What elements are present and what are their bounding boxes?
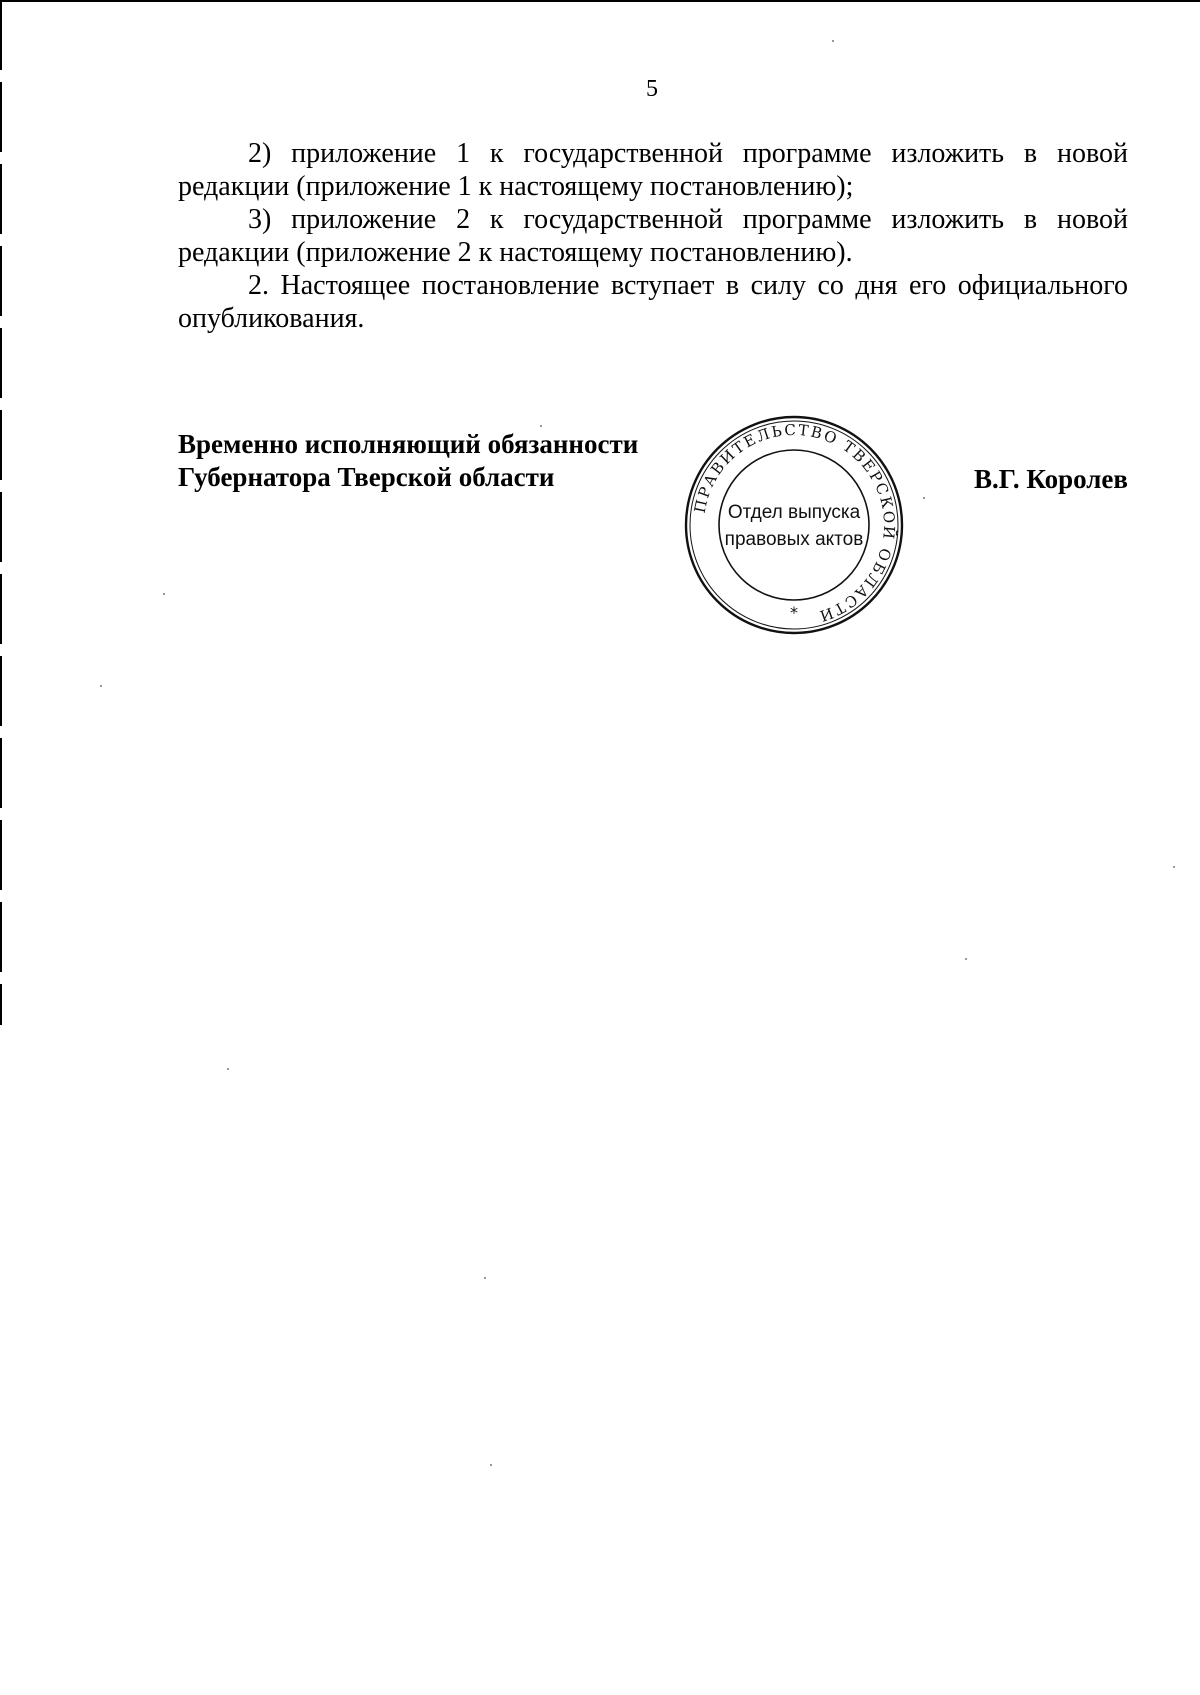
scan-speck — [227, 1068, 229, 1070]
paragraph-effective-date: 2. Настоящее постановление вступает в силу со дня его официального опубликования. — [178, 270, 1128, 334]
scan-speck — [163, 593, 165, 595]
scan-speck — [490, 1464, 492, 1466]
signatory-position-line-2: Губернатора Тверской области — [178, 462, 555, 492]
seal-center-line-2: правовых актов — [724, 529, 864, 550]
scan-speck — [540, 425, 542, 427]
paragraph-item-3: 3) приложение 2 к государственной программе изложить в новой редакции (приложение 2 к настоящему постановлению). — [178, 204, 1128, 268]
paragraph-item-2: 2) приложение 1 к государственной программе изложить в новой редакции (приложение 1 к настоящему постановлению); — [178, 138, 1128, 202]
scan-speck — [965, 958, 967, 960]
scan-speck — [1173, 866, 1175, 868]
seal-graphic — [682, 413, 906, 637]
scan-frame-top-line — [0, 0, 1200, 2]
seal-star: * — [790, 603, 798, 622]
page-number: 5 — [646, 76, 658, 102]
seal-ring-text: ПРАВИТЕЛЬСТВО ТВЕРСКОЙ ОБЛАСТИ — [690, 420, 899, 626]
scan-speck — [832, 40, 834, 42]
scan-speck — [484, 1277, 486, 1279]
signatory-position-line-1: Временно исполняющий обязанности — [178, 429, 639, 459]
scan-speck — [100, 685, 102, 687]
scan-speck — [923, 497, 925, 499]
document-body — [178, 137, 1128, 335]
scan-frame-left-line — [0, 0, 2, 1025]
signatory-name: В.Г. Королев — [974, 464, 1128, 494]
seal-center-line-1: Отдел выпуска — [727, 502, 861, 523]
official-seal — [682, 413, 906, 637]
signatory-position — [178, 428, 638, 494]
